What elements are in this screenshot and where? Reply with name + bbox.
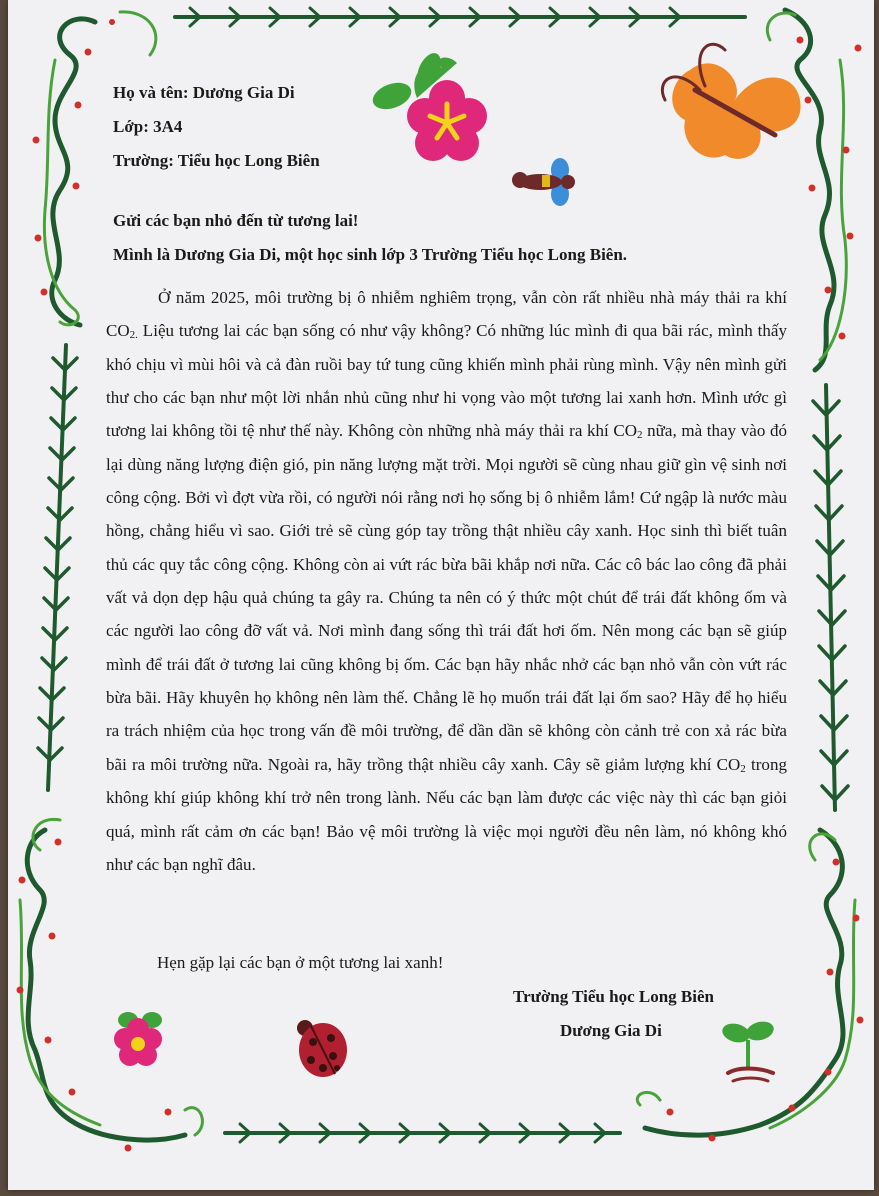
body-segment-3: nữa, mà thay vào đó lại dùng năng lượng điện gió, pin năng lượng mặt trời. Mọi người sẽ cùng nhau giữ gìn vệ sinh nơi công cộng. Bởi vì đợt vừa rồi, có người nói rằng nơi họ sống bị ô nhiễm lắm! Cứ ngập là nước màu hồng, chẳng hiểu vì sao. Giới trẻ sẽ cùng góp tay trồng thật nhiều cây xanh. Học sinh thì biết tuân thủ các quy tắc công cộng. Không còn ai vứt rác bừa bãi khắp nơi nữa. Các cô bác lao công đã phải vất vả dọn dẹp hậu quả chúng ta gây ra. Chúng ta nên có ý thức một chút để trái đất không ốm và các người lao công đỡ vất vả. Nơi mình đang sống thì trái đất hơi ốm. Nên mong các bạn sẽ giúp mình để trái đất ở tương lai cũng không bị ốm. Các bạn hãy nhắc nhở các bạn nhỏ vẫn còn vứt rác bừa bãi. Hãy khuyên họ không nên làm thế. Chẳng lẽ họ muốn trái đất lại ốm sao? Hãy để họ hiểu ra trách nhiệm của học trong vấn đề môi trường, để dần dần sẽ không còn cảnh trẻ con xả rác bừa bãi ra môi trường nữa. Ngoài ra, hãy trồng thật nhiều cây xanh. Cây sẽ giảm lượng khí CO xyxy=(106,421,787,774)
student-name: Họ và tên: Dương Gia Di xyxy=(113,83,295,102)
body-segment-1: Ở năm 2025, môi trường bị ô nhiễm nghiêm trọng, vẫn còn rất nhiều nhà máy thải ra khí CO xyxy=(106,288,787,341)
letter-body xyxy=(106,281,787,881)
body-paragraph xyxy=(106,281,787,881)
closing-line: Hẹn gặp lại các bạn ở một tương lai xanh! xyxy=(157,953,444,972)
student-class: Lớp: 3A4 xyxy=(113,117,183,136)
body-segment-2: Liệu tương lai các bạn sống có như vậy không? Có những lúc mình đi qua bãi rác, mình thấy khó chịu vì mùi hôi và cả đàn ruồi bay tứ tung cũng khiến mình phải rùng mình. Vậy nên mình gửi thư cho các bạn như một lời nhắn nhủ cũng như hi vọng vào một tương lai xanh hơn. Mình ước gì tương lai không tồi tệ như thế này. Không còn những nhà máy thải ra khí CO xyxy=(106,321,787,441)
greeting-line-2: Mình là Dương Gia Di, một học sinh lớp 3 Trường Tiểu học Long Biên. xyxy=(113,245,628,264)
greeting-line-1: Gửi các bạn nhỏ đến từ tương lai! xyxy=(113,211,359,230)
student-school: Trường: Tiểu học Long Biên xyxy=(113,151,320,170)
greeting xyxy=(113,204,627,272)
co2-subscript: 2 xyxy=(740,762,746,775)
co2-subscript: 2 xyxy=(637,429,643,442)
signature-school: Trường Tiểu học Long Biên xyxy=(513,987,714,1006)
signature-name: Dương Gia Di xyxy=(560,1021,662,1040)
body-segment-4: trong không khí giúp không khí trở nên trong lành. Nếu các bạn làm được các việc này thì các bạn giỏi quá, mình rất cảm ơn các bạn! Bảo vệ môi trường là việc mọi người đều nên làm, nó không khó như các bạn nghĩ đâu. xyxy=(106,754,787,874)
co2-subscript: 2. xyxy=(129,329,138,342)
student-info xyxy=(113,76,320,178)
